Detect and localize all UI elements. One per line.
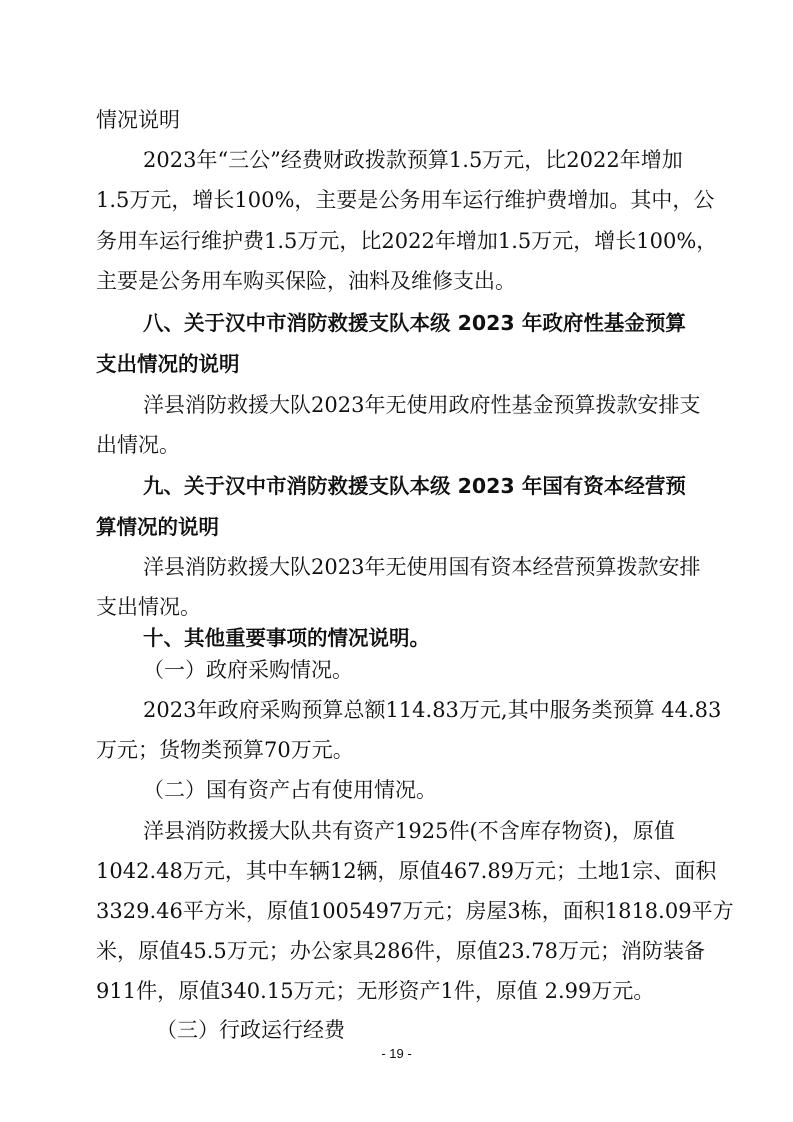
paragraph-line: 1042.48万元，其中车辆12辆，原值467.89万元；土地1宗、面积 — [96, 859, 717, 883]
paragraph-line: 米，原值45.5万元；办公家具286件，原值23.78万元；消防装备 — [96, 939, 705, 963]
section-heading-continuation: 情况说明 — [96, 108, 180, 132]
page-number: - 19 - — [381, 1046, 412, 1061]
paragraph-line: 务用车运行维护费1.5万元，比2022年增加1.5万元，增长100%， — [96, 229, 718, 253]
section-heading: 九、关于汉中市消防救援支队本级 2023 年国有资本经营预 — [143, 474, 686, 498]
section-heading: 支出情况的说明 — [96, 352, 240, 376]
section-heading: 十、其他重要事项的情况说明。 — [143, 626, 430, 650]
paragraph-line: 主要是公务用车购买保险，油料及维修支出。 — [96, 269, 516, 293]
paragraph-line: 洋县消防救援大队2023年无使用政府性基金预算拨款安排支 — [143, 393, 701, 417]
paragraph-line: 出情况。 — [96, 433, 180, 457]
paragraph-line: 3329.46平方米，原值1005497万元；房屋3栋，面积1818.09平方 — [96, 899, 734, 923]
paragraph-line: 万元；货物类预算70万元。 — [96, 738, 354, 762]
subsection-heading: （二）国有资产占有使用情况。 — [143, 778, 437, 802]
subsection-heading: （三）行政运行经费 — [156, 1018, 345, 1042]
paragraph-line: 2023年政府采购预算总额114.83万元,其中服务类预算 44.83 — [143, 698, 722, 722]
paragraph-line: 洋县消防救援大队共有资产1925件(不含库存物资)，原值 — [143, 819, 675, 843]
paragraph-line: 洋县消防救援大队2023年无使用国有资本经营预算拨款安排 — [143, 555, 701, 579]
section-heading: 八、关于汉中市消防救援支队本级 2023 年政府性基金预算 — [143, 311, 686, 335]
subsection-heading: （一）政府采购情况。 — [143, 658, 353, 682]
paragraph-line: 支出情况。 — [96, 595, 201, 619]
paragraph-line: 1.5万元，增长100%，主要是公务用车运行维护费增加。其中，公 — [96, 188, 715, 212]
paragraph-line: 2023年“三公”经费财政拨款预算1.5万元，比2022年增加 — [143, 148, 683, 172]
paragraph-line: 911件，原值340.15万元；无形资产1件，原值 2.99万元。 — [96, 979, 655, 1003]
section-heading: 算情况的说明 — [96, 515, 219, 539]
